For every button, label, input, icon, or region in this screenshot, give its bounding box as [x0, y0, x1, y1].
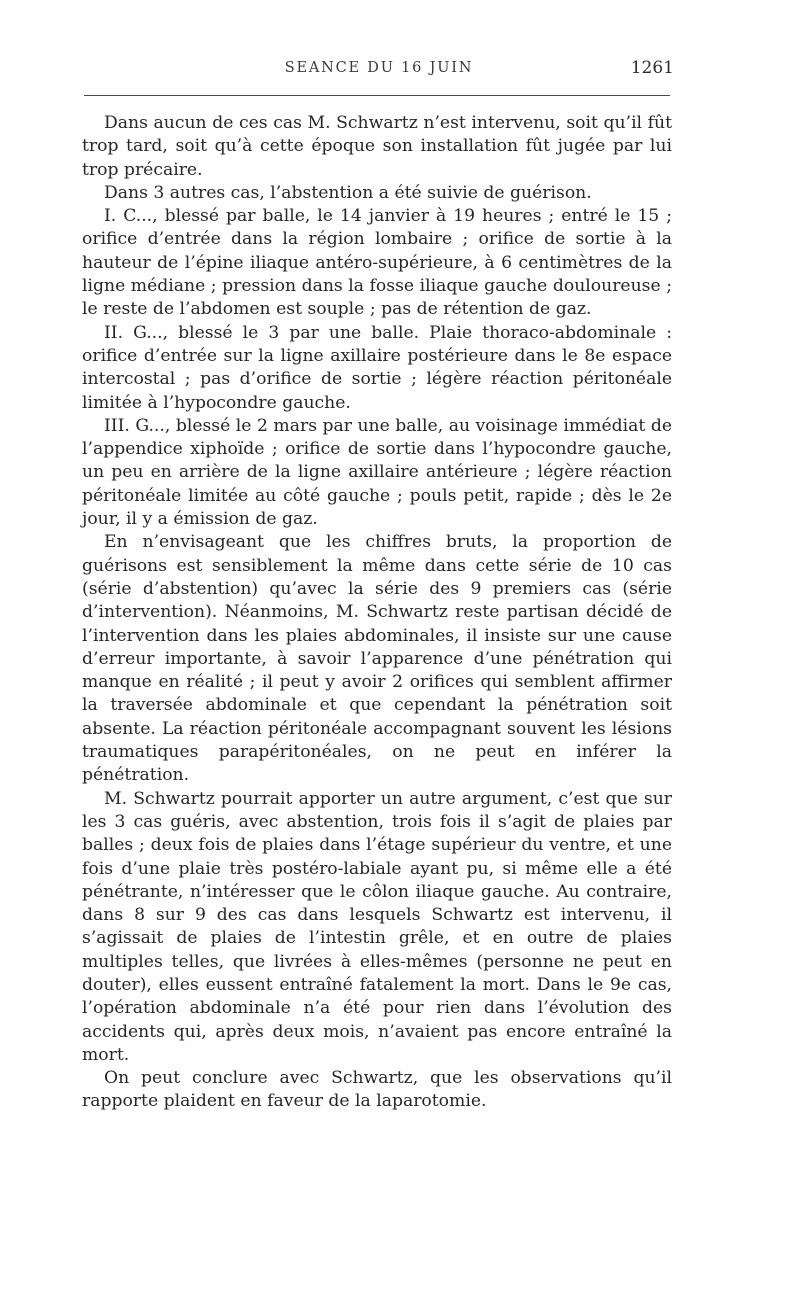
page-number: 1261	[630, 58, 674, 78]
paragraph: II. G..., blessé le 3 par une balle. Plaie thoraco-abdominale : orifice d’entrée sur la ligne axillaire postérieure dans le 8e espace intercostal ; pas d’orifice de sortie ; légère réaction péritonéale limitée à l’hypocondre gauche.	[82, 322, 672, 413]
header-rule	[84, 95, 670, 96]
paragraph: I. C..., blessé par balle, le 14 janvier à 19 heures ; entré le 15 ; orifice d’entrée dans la région lombaire ; orifice de sortie à la hauteur de l’épine iliaque antéro-supérieure, à 6 centimètres de la ligne médiane ; pression dans la fosse iliaque gauche douloureuse ; le reste de l’abdomen est souple ; pas de rétention de gaz.	[82, 206, 672, 320]
paragraph: On peut conclure avec Schwartz, que les observations qu’il rapporte plaident en faveur de la laparotomie.	[82, 1068, 672, 1112]
paragraph: En n’envisageant que les chiffres bruts, la proportion de guérisons est sensiblement la même dans cette série de 10 cas (série d’abstention) qu’avec la série des 9 premiers cas (série d’intervention). Néanmoins, M. Schwartz reste partisan décidé de l’intervention dans les plaies abdominales, il insiste sur une cause d’erreur importante, à savoir l’apparence d’une pénétration qui manque en réalité ; il peut y avoir 2 orifices qui semblent affirmer la traversée abdominale et que cependant la pénétration soit absente. La réaction péritonéale accompagnant souvent les lésions traumatiques parapéritonéales, on ne peut en inférer la pénétration.	[82, 532, 672, 786]
paragraph: Dans 3 autres cas, l’abstention a été suivie de guérison.	[104, 182, 592, 203]
body-text	[82, 112, 672, 1114]
page-header	[84, 58, 674, 84]
running-title: SEANCE DU 16 JUIN	[284, 60, 474, 76]
paragraph: Dans aucun de ces cas M. Schwartz n’est intervenu, soit qu’il fût trop tard, soit qu’à cette époque son installation fût jugée par lui trop précaire.	[82, 113, 672, 180]
paragraph: M. Schwartz pourrait apporter un autre argument, c’est que sur les 3 cas guéris, avec abstention, trois fois il s’agit de plaies par balles ; deux fois de plaies dans l’étage supérieur du ventre, et une fois d’une plaie très postéro-labiale ayant pu, si même elle a été pénétrante, n’intéresser que le côlon iliaque gauche. Au contraire, dans 8 sur 9 des cas dans lesquels Schwartz est intervenu, il s’agissait de plaies de l’intestin grêle, et en outre de plaies multiples telles, que livrées à elles-mêmes (personne ne peut en douter), elles eussent entraîné fatalement la mort. Dans le 9e cas, l’opération abdominale n’a été pour rien dans l’évolution des accidents qui, après deux mois, n’avaient pas encore entraîné la mort.	[82, 788, 672, 1065]
paragraph: III. G..., blessé le 2 mars par une balle, au voisinage immédiat de l’appendice xiphoïde ; orifice de sortie dans l’hypocondre gauche, un peu en arrière de la ligne axillaire antérieure ; légère réaction péritonéale limitée au côté gauche ; pouls petit, rapide ; dès le 2e jour, il y a émission de gaz.	[82, 415, 672, 530]
